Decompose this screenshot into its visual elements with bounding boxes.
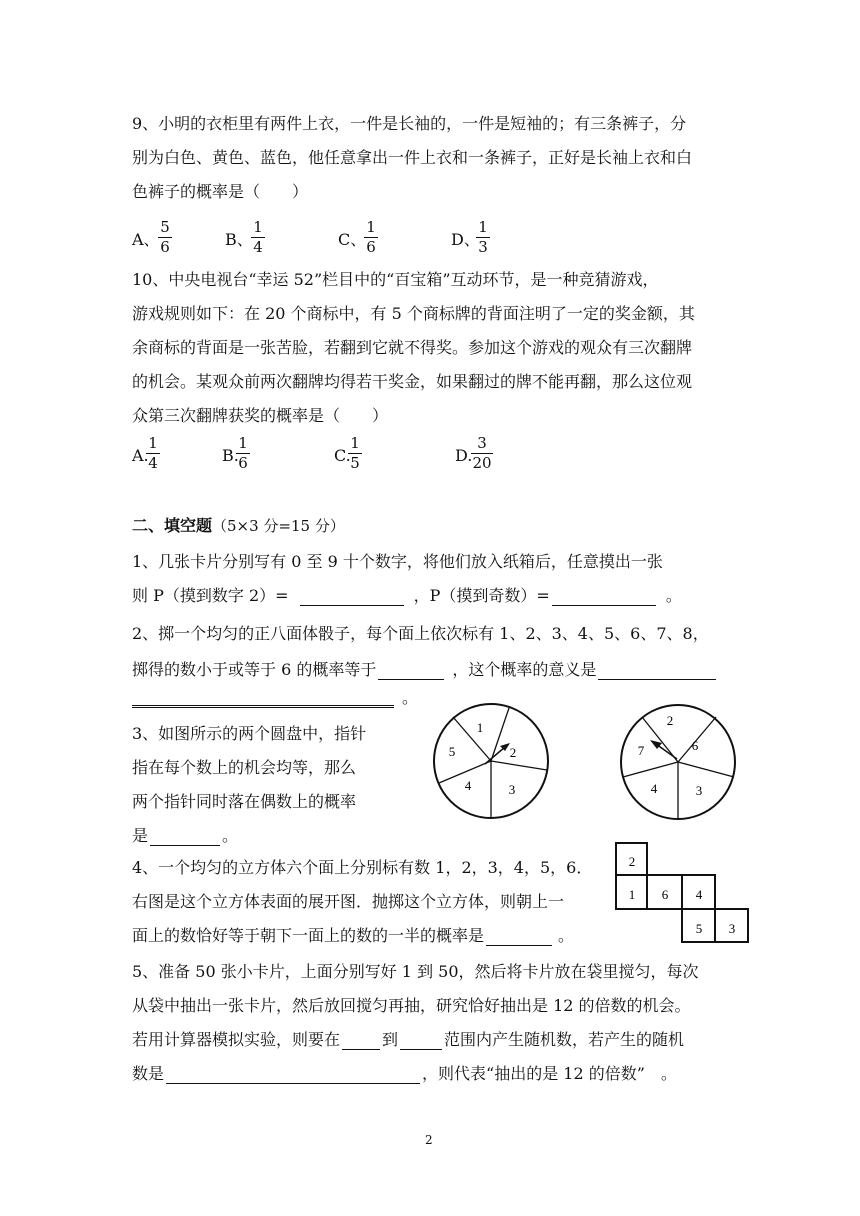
f4-line-3	[132, 926, 574, 946]
f4-text-a: 面上的数恰好等于朝下一面上的数的一半的概率是	[132, 926, 485, 945]
fraction-denominator: 6	[366, 238, 376, 256]
f1-line-1: 1、几张卡片分别写有 0 至 9 十个数字，将他们放入纸箱后，任意摸出一张	[132, 552, 663, 571]
sector-label: 3	[695, 783, 703, 798]
sector-divider	[491, 708, 509, 761]
f5-text-e: ，则代表“抽出的是 12 的倍数” 。	[422, 1064, 677, 1083]
f3-line-3: 两个指针同时落在偶数上的概率	[132, 792, 357, 811]
fraction-numerator: 1	[478, 218, 488, 236]
sector-divider	[623, 762, 678, 777]
sector-label: 7	[637, 743, 645, 758]
fraction-denominator: 20	[472, 454, 492, 472]
f4-line-1: 4、一个均匀的立方体六个面上分别标有数 1，2，3，4，5，6．	[132, 858, 593, 877]
f4-line-2: 右图是这个立方体表面的展开图．抛掷这个立方体，则朝上一	[132, 892, 565, 911]
answer-blank-3[interactable]	[378, 663, 444, 680]
f2-text-b: ，这个概率的意义是	[452, 660, 597, 679]
net-face-label: 5	[695, 921, 703, 936]
answer-blank-4[interactable]	[598, 663, 716, 680]
fraction-denominator: 4	[148, 454, 158, 472]
f3-line-2: 指在每个数上的机会均等，那么	[132, 758, 357, 777]
f2-line-3	[132, 688, 418, 708]
spinner-2-diagram	[617, 701, 739, 823]
option-label: D、	[451, 230, 480, 249]
q10-line-5: 众第三次翻牌获奖的概率是（ ）	[132, 406, 389, 425]
option-label: B.	[222, 446, 239, 465]
q10-line-3: 余商标的背面是一张苦脸，若翻到它就不得奖。参加这个游戏的观众有三次翻牌	[132, 338, 693, 357]
fraction-denominator: 5	[350, 454, 360, 472]
fraction-denominator: 6	[160, 238, 170, 256]
f2-line-1: 2、掷一个均匀的正八面体骰子，每个面上依次标有 1、2、3、4、5、6、7、8，	[132, 624, 709, 643]
sector-label: 6	[691, 738, 699, 753]
fraction-numerator: 3	[477, 434, 487, 452]
f5-text-d: 数是	[132, 1064, 165, 1083]
f4-text-b: 。	[558, 926, 575, 945]
q10-line-1: 10、中央电视台“幸运 52”栏目中的“百宝箱”互动环节，是一种竞猜游戏，	[132, 270, 659, 289]
sector-divider	[678, 762, 734, 777]
f1-text-b: ，P（摸到奇数）=	[413, 586, 550, 605]
answer-blank-8[interactable]	[342, 1033, 380, 1050]
f5-line-1: 5、准备 50 张小卡片，上面分别写好 1 到 50，然后将卡片放在袋里搅匀，每次	[132, 962, 699, 981]
f5-text-b: 到	[382, 1030, 399, 1049]
answer-blank-2[interactable]	[552, 589, 656, 606]
q9-line-3: 色裤子的概率是（ ）	[132, 182, 309, 201]
option-label: A、	[132, 230, 160, 249]
cube-net-diagram	[615, 842, 750, 944]
f5-line-3	[132, 1030, 684, 1050]
sector-divider	[491, 761, 547, 770]
answer-blank-9[interactable]	[400, 1033, 442, 1050]
sector-label: 3	[508, 782, 516, 797]
fraction-numerator: 1	[350, 434, 360, 452]
option-label: A.	[132, 446, 149, 465]
page-number: 2	[425, 1133, 433, 1147]
f3-text-b: 。	[222, 826, 239, 845]
f2-line-2	[132, 660, 716, 680]
f1-text-c: 。	[665, 586, 682, 605]
q10-line-2: 游戏规则如下：在 20 个商标中，有 5 个商标牌的背面注明了一定的奖金额，其	[132, 304, 695, 323]
sector-divider	[453, 717, 491, 761]
fraction-numerator: 1	[148, 434, 158, 452]
sector-label: 4	[464, 778, 472, 793]
sector-label: 2	[666, 713, 674, 728]
section-2-heading	[132, 516, 345, 536]
f5-text-a: 若用计算器模拟实验，则要在	[132, 1030, 341, 1049]
f1-line-2	[132, 586, 682, 606]
f2-text-a: 掷得的数小于或等于 6 的概率等于	[132, 660, 377, 679]
fraction-numerator: 1	[238, 434, 248, 452]
option-label: B、	[225, 230, 253, 249]
net-face-label: 6	[661, 887, 669, 902]
f2-text-c: 。	[402, 688, 419, 707]
f3-line-1: 3、如图所示的两个圆盘中，指针	[132, 724, 367, 743]
sector-label: 1	[476, 720, 484, 735]
section-2-title: 二、填空题	[132, 516, 213, 535]
f5-line-2: 从袋中抽出一张卡片，然后放回搅匀再抽，研究恰好抽出是 12 的倍数的机会。	[132, 996, 691, 1015]
sector-label: 2	[509, 745, 517, 760]
net-face-label: 1	[628, 887, 636, 902]
answer-blank-7[interactable]	[486, 929, 552, 946]
fraction-numerator: 1	[366, 218, 376, 236]
sector-label: 5	[448, 744, 456, 759]
section-2-score: （5×3 分=15 分）	[212, 517, 345, 535]
f1-text-a: 则 P（摸到数字 2）=	[132, 586, 289, 605]
option-label: D.	[455, 446, 473, 465]
net-face-label: 3	[728, 921, 736, 936]
option-label: C、	[338, 230, 367, 249]
answer-blank-10[interactable]	[166, 1067, 420, 1084]
spinner-1-diagram	[430, 700, 552, 822]
f3-text-a: 是	[132, 826, 149, 845]
fraction-denominator: 6	[238, 454, 248, 472]
option-label: C.	[334, 446, 351, 465]
q9-line-2: 别为白色、黄色、蓝色，他任意拿出一件上衣和一条裤子，正好是长袖上衣和白	[132, 148, 693, 167]
q10-line-4: 的机会。某观众前两次翻牌均得若干奖金，如果翻过的牌不能再翻，那么这位观	[132, 372, 693, 391]
net-face-label: 4	[695, 887, 703, 902]
q9-line-1: 9、小明的衣柜里有两件上衣，一件是长袖的，一件是短袖的；有三条裤子，分	[132, 114, 687, 133]
fraction-denominator: 3	[478, 238, 488, 256]
sector-label: 4	[650, 781, 658, 796]
net-face-label: 2	[628, 854, 636, 869]
answer-blank-5[interactable]	[132, 689, 394, 708]
fraction-denominator: 4	[253, 238, 263, 256]
answer-blank-6[interactable]	[150, 829, 220, 846]
fraction-numerator: 1	[253, 218, 263, 236]
fraction-numerator: 5	[160, 218, 170, 236]
answer-blank-1[interactable]	[300, 589, 404, 606]
f5-text-c: 范围内产生随机数，若产生的随机	[444, 1030, 685, 1049]
f5-line-4	[132, 1064, 677, 1084]
f3-line-4	[132, 826, 238, 846]
